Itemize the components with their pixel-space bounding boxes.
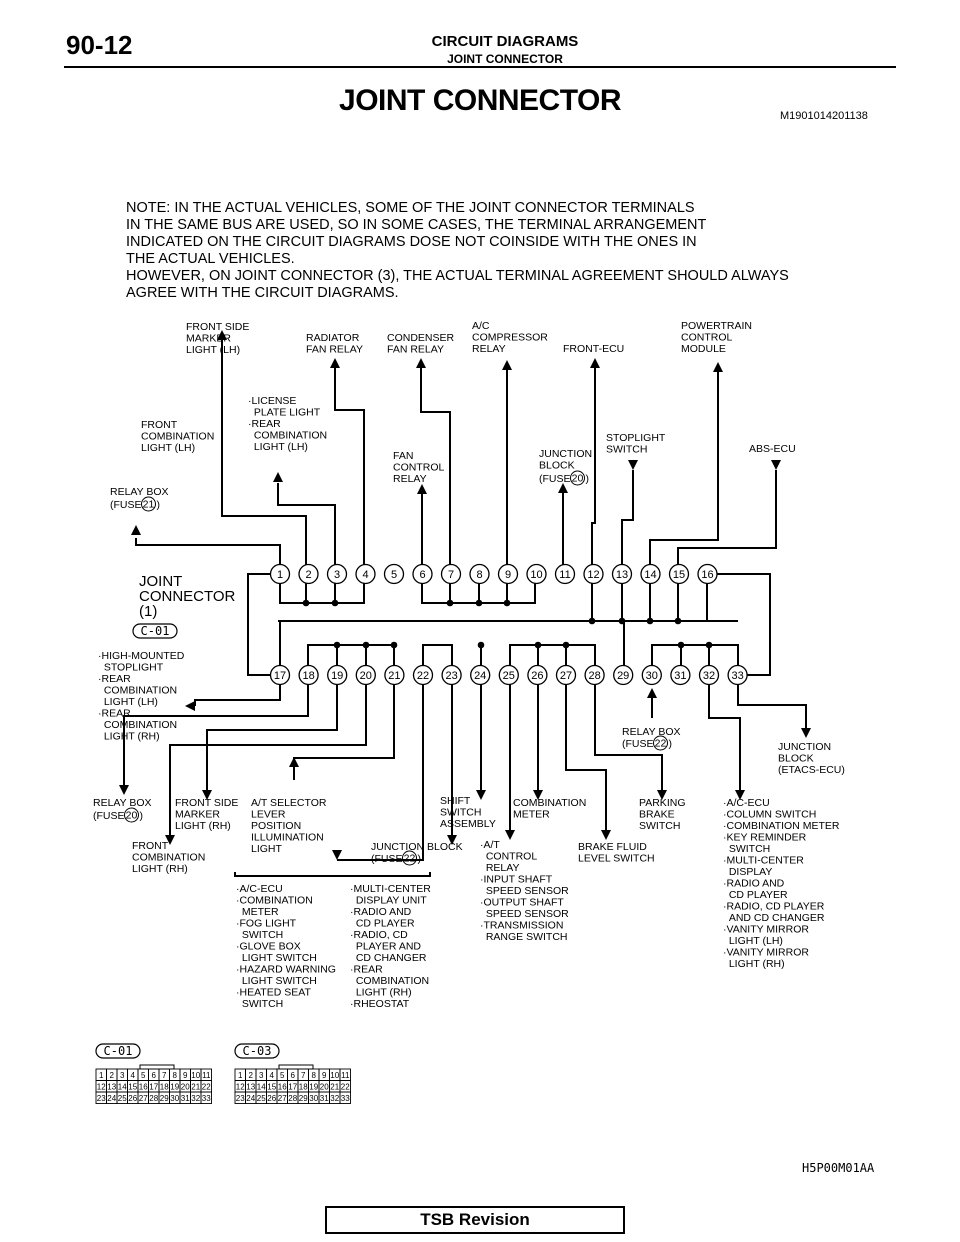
face-cell-label: 1 <box>238 1070 243 1080</box>
face-cell-label: 16 <box>138 1082 148 1092</box>
face-key <box>279 1065 313 1069</box>
wire-high-mounted <box>195 684 280 706</box>
connector-code: C-01 <box>140 624 170 638</box>
face-cell-label: 19 <box>170 1082 180 1092</box>
arrow-head <box>505 830 515 840</box>
document-code: M1901014201138 <box>780 110 868 122</box>
arrow-head <box>647 688 657 698</box>
label-license-rear-combination: ·LICENSE PLATE LIGHT ·REAR COMBINATION LIGHT (LH) <box>248 395 328 453</box>
face-cell-label: 28 <box>149 1093 159 1103</box>
bus-d <box>308 645 394 666</box>
face-cell-label: 24 <box>107 1093 117 1103</box>
arrow-head <box>502 360 512 370</box>
face-cell-label: 14 <box>256 1082 266 1092</box>
pin-label-7: 7 <box>447 569 455 581</box>
face-cell-label: 25 <box>256 1093 266 1103</box>
pin-label-20: 20 <box>359 670 372 682</box>
wire-relay-box-21 <box>136 538 280 568</box>
pin-label-1: 1 <box>276 569 284 581</box>
face-cell-label: 25 <box>117 1093 127 1103</box>
splice-dot <box>476 600 483 607</box>
arrow-head <box>131 525 141 535</box>
pin-label-27: 27 <box>559 670 573 682</box>
fuse-number: 20 <box>125 809 138 822</box>
face-cell-label: 23 <box>96 1093 106 1103</box>
face-cell-label: 24 <box>246 1093 256 1103</box>
face-cell-label: 13 <box>107 1082 117 1092</box>
face-code-1: C-01 <box>103 1044 133 1058</box>
splice-dot <box>391 642 398 649</box>
label-front-combination-rh: FRONT COMBINATION LIGHT (RH) <box>132 840 206 875</box>
splice-dot <box>334 642 341 649</box>
face-cell-label: 18 <box>159 1082 169 1092</box>
bus-e <box>423 645 452 666</box>
face-cell-label: 30 <box>309 1093 319 1103</box>
page-number: 90-12 <box>66 30 133 60</box>
label-brake-fluid: BRAKE FLUID LEVEL SWITCH <box>578 841 655 865</box>
face-cell-label: 6 <box>151 1070 156 1080</box>
splice-dot <box>504 600 511 607</box>
label-junction-block-22-fuse: (FUSE <box>371 853 403 865</box>
fuse-close: ) <box>585 473 589 485</box>
pin-label-30: 30 <box>645 670 658 682</box>
face-cell-label: 32 <box>191 1093 201 1103</box>
pin-label-29: 29 <box>617 670 630 682</box>
splice-dot <box>589 618 596 625</box>
label-front-side-marker-lh: FRONT SIDE MARKER LIGHT (LH) <box>186 321 250 356</box>
label-abs-ecu: ABS-ECU <box>749 443 796 455</box>
face-cell-label: 21 <box>191 1082 201 1092</box>
face-cell-label: 22 <box>201 1082 211 1092</box>
wire-radiator-fan-relay <box>335 368 364 568</box>
arrow-head <box>416 358 426 368</box>
wire-junction-etacs <box>738 684 806 728</box>
face-code-2: C-03 <box>242 1044 272 1058</box>
label-junction-block-20-fuse: (FUSE <box>539 473 571 485</box>
arrow-head <box>628 460 638 470</box>
arrow-head <box>273 472 283 482</box>
face-cell-label: 2 <box>109 1070 114 1080</box>
label-condenser-fan-relay: CONDENSER FAN RELAY <box>387 332 455 356</box>
fuse-close: ) <box>139 810 143 822</box>
wire-stoplight-switch <box>622 470 633 568</box>
pin-label-12: 12 <box>587 569 600 581</box>
splice-dot <box>647 618 654 625</box>
face-cell-label: 16 <box>277 1082 287 1092</box>
face-cell-label: 9 <box>322 1070 327 1080</box>
face-cell-label: 12 <box>96 1082 106 1092</box>
face-cell-label: 9 <box>183 1070 188 1080</box>
face-cell-label: 8 <box>172 1070 177 1080</box>
pin-label-16: 16 <box>701 569 714 581</box>
group-bracket <box>235 872 430 876</box>
label-front-combination-lh: FRONT COMBINATION LIGHT (LH) <box>141 419 215 454</box>
face-cell-label: 13 <box>246 1082 256 1092</box>
label-junction-block-20: JUNCTION BLOCK <box>539 448 593 472</box>
face-cell-label: 20 <box>319 1082 329 1092</box>
face-cell-label: 26 <box>128 1093 138 1103</box>
fuse-close: ) <box>417 853 421 865</box>
splice-dot <box>563 642 570 649</box>
page-title: JOINT CONNECTOR <box>339 84 621 117</box>
face-cell-label: 26 <box>267 1093 277 1103</box>
face-cell-label: 3 <box>120 1070 125 1080</box>
face-cell-label: 22 <box>340 1082 350 1092</box>
splice-dot <box>678 642 685 649</box>
splice-dot <box>447 600 454 607</box>
pin-label-10: 10 <box>530 569 543 581</box>
arrow-head <box>601 830 611 840</box>
subsection-title: JOINT CONNECTOR <box>447 52 563 66</box>
pin-label-11: 11 <box>559 569 571 581</box>
pin-label-22: 22 <box>416 670 430 682</box>
face-cell-label: 21 <box>330 1082 340 1092</box>
pin-label-6: 6 <box>419 569 426 581</box>
pin-label-19: 19 <box>331 670 344 682</box>
arrow-head <box>330 358 340 368</box>
label-relay-box-21: RELAY BOX <box>110 486 169 498</box>
pin-label-21: 21 <box>388 670 401 682</box>
label-fan-control-relay: FAN CONTROL RELAY <box>393 450 445 485</box>
arrow-head <box>476 790 486 800</box>
face-cell-label: 32 <box>330 1093 340 1103</box>
face-cell-label: 10 <box>330 1070 340 1080</box>
pin-label-28: 28 <box>588 670 601 682</box>
label-ac-compressor-relay: A/C COMPRESSOR RELAY <box>472 320 548 355</box>
connector-name: JOINT CONNECTOR (1) <box>139 573 236 620</box>
splice-dot <box>706 642 713 649</box>
label-front-ecu: FRONT-ECU <box>563 343 625 355</box>
splice-dot <box>303 600 310 607</box>
face-cell-label: 4 <box>130 1070 135 1080</box>
pin-label-25: 25 <box>502 670 515 682</box>
pin-label-23: 23 <box>445 670 458 682</box>
wire-powertrain-control-module <box>650 372 718 568</box>
label-bottom-group-right: ·MULTI-CENTER DISPLAY UNIT ·RADIO AND CD PLAYER ·RADIO, CD PLAYER AND CD CHANGER ·REAR COMBINATION LIGHT (RH) ·RHEOSTAT <box>350 883 431 1010</box>
label-relay-box-21-fuse: (FUSE <box>110 499 142 511</box>
face-cell-label: 27 <box>277 1093 287 1103</box>
label-relay-box-20: RELAY BOX <box>93 797 152 809</box>
pin-label-9: 9 <box>504 569 512 581</box>
figure-code: H5P00M01AA <box>802 1161 875 1175</box>
label-high-mounted-group: ·HIGH-MOUNTED STOPLIGHT ·REAR COMBINATION LIGHT (LH) ·REAR COMBINATION LIGHT (RH) <box>98 650 185 743</box>
face-cell-label: 3 <box>259 1070 264 1080</box>
fuse-close: ) <box>156 499 160 511</box>
face-cell-label: 33 <box>340 1093 350 1103</box>
splice-dot <box>535 642 542 649</box>
fuse-number: 20 <box>571 472 584 485</box>
wire-front-side-marker-lh <box>222 340 306 568</box>
face-cell-label: 31 <box>180 1093 190 1103</box>
face-cell-label: 2 <box>248 1070 253 1080</box>
face-cell-label: 14 <box>117 1082 127 1092</box>
pin-label-17: 17 <box>273 670 287 682</box>
splice-dot <box>332 600 339 607</box>
note-text: NOTE: IN THE ACTUAL VEHICLES, SOME OF THE JOINT CONNECTOR TERMINALS IN THE SAME BUS ARE USED, SO IN SOME CASES, THE TERMINAL ARRANGEMENT INDICATED ON THE CIRCUIT DIAGRAMS DOSE NOT COINSIDE WITH THE ONES IN THE ACTUAL VEHICLES. HOWEVER, ON JOINT CONNECTOR (3), THE ACTUAL TERMINAL AGREEMENT SHOULD ALWAYS AGREE WITH THE CIRCUIT DIAGRAMS. <box>126 200 789 301</box>
label-relay-box-22-fuse: (FUSE <box>622 738 654 750</box>
label-junction-block-etacs: JUNCTION BLOCK (ETACS-ECU) <box>778 741 845 776</box>
face-cell-label: 20 <box>180 1082 190 1092</box>
pin-label-13: 13 <box>615 569 629 581</box>
face-key <box>140 1065 174 1069</box>
label-front-side-marker-rh: FRONT SIDE MARKER LIGHT (RH) <box>175 797 239 832</box>
arrow-head <box>771 460 781 470</box>
face-cell-label: 17 <box>149 1082 159 1092</box>
fuse-number: 22 <box>654 737 667 750</box>
label-parking-brake: PARKING BRAKE SWITCH <box>639 797 686 832</box>
face-cell-label: 33 <box>201 1093 211 1103</box>
face-cell-label: 4 <box>269 1070 274 1080</box>
pin-label-33: 33 <box>731 670 744 682</box>
bus-g <box>652 645 738 666</box>
face-cell-label: 12 <box>235 1082 245 1092</box>
label-right-group: ·A/C-ECU ·COLUMN SWITCH ·COMBINATION METER ·KEY REMINDER SWITCH ·MULTI-CENTER DISPLAY ·RADIO AND CD PLAYER ·RADIO, CD PLAYER AND CD CHANGER ·VANITY MIRROR LIGHT (LH) ·VANITY MIRROR LIGHT (RH) <box>723 797 840 970</box>
wire-abs-ecu <box>678 470 776 568</box>
face-cell-label: 15 <box>128 1082 138 1092</box>
face-cell-label: 5 <box>141 1070 146 1080</box>
pin-label-24: 24 <box>474 670 487 682</box>
pin-label-3: 3 <box>333 569 341 581</box>
label-junction-block-22: JUNCTION BLOCK <box>371 841 463 853</box>
pin-label-4: 4 <box>362 569 369 581</box>
arrow-head <box>590 358 600 368</box>
splice-dot <box>675 618 682 625</box>
pin-label-5: 5 <box>390 569 398 581</box>
face-cell-label: 11 <box>202 1070 211 1080</box>
bus-f <box>510 645 595 666</box>
pin-label-8: 8 <box>476 569 483 581</box>
wire-junction-block-22 <box>337 684 423 860</box>
label-relay-box-22: RELAY BOX <box>622 726 681 738</box>
face-cell-label: 6 <box>290 1070 295 1080</box>
face-cell-label: 27 <box>138 1093 148 1103</box>
pin-label-32: 32 <box>702 670 716 682</box>
arrow-head <box>713 362 723 372</box>
splice-dot <box>363 642 370 649</box>
face-cell-label: 29 <box>298 1093 308 1103</box>
label-relay-box-20-fuse: (FUSE <box>93 810 125 822</box>
face-cell-label: 1 <box>99 1070 104 1080</box>
label-at-control-group: ·A/T CONTROL RELAY ·INPUT SHAFT SPEED SENSOR ·OUTPUT SHAFT SPEED SENSOR ·TRANSMISSION RANGE SWITCH <box>480 839 569 943</box>
label-radiator-fan-relay: RADIATOR FAN RELAY <box>306 332 363 356</box>
fuse-number: 22 <box>403 852 416 865</box>
label-shift-switch: SHIFT SWITCH ASSEMBLY <box>440 795 496 830</box>
pin-label-15: 15 <box>672 569 686 581</box>
section-title: CIRCUIT DIAGRAMS <box>431 33 579 50</box>
pin-label-26: 26 <box>531 670 544 682</box>
arrow-head <box>801 728 811 738</box>
fuse-number: 21 <box>142 498 155 511</box>
face-cell-label: 30 <box>170 1093 180 1103</box>
arrow-head <box>119 785 129 795</box>
pin-label-31: 31 <box>674 670 687 682</box>
label-combination-meter: COMBINATION METER <box>513 797 587 821</box>
face-cell-label: 7 <box>162 1070 167 1080</box>
fuse-close: ) <box>668 738 672 750</box>
face-cell-label: 10 <box>191 1070 201 1080</box>
wire-front-ecu <box>592 368 595 568</box>
arrow-head <box>185 701 195 711</box>
face-cell-label: 18 <box>298 1082 308 1092</box>
label-powertrain-control-module: POWERTRAIN CONTROL MODULE <box>681 320 752 355</box>
bus-a <box>280 583 364 603</box>
label-at-selector: A/T SELECTOR LEVER POSITION ILLUMINATION LIGHT <box>251 797 327 855</box>
face-cell-label: 29 <box>159 1093 169 1103</box>
face-cell-label: 28 <box>288 1093 298 1103</box>
pin-label-2: 2 <box>305 569 312 581</box>
label-bottom-group-left: ·A/C-ECU ·COMBINATION METER ·FOG LIGHT SWITCH ·GLOVE BOX LIGHT SWITCH ·HAZARD WARNING LIGHT SWITCH ·HEATED SEAT SWITCH <box>236 883 336 1010</box>
face-cell-label: 11 <box>341 1070 350 1080</box>
face-cell-label: 23 <box>235 1093 245 1103</box>
face-cell-label: 15 <box>267 1082 277 1092</box>
face-cell-label: 19 <box>309 1082 319 1092</box>
tsb-revision-footer: TSB Revision <box>325 1206 625 1234</box>
arrow-head <box>332 850 342 860</box>
face-cell-label: 8 <box>311 1070 316 1080</box>
face-cell-label: 31 <box>319 1093 329 1103</box>
connector-outline-left <box>248 574 280 675</box>
arrow-head <box>417 484 427 494</box>
face-cell-label: 7 <box>301 1070 306 1080</box>
face-cell-label: 5 <box>280 1070 285 1080</box>
face-cell-label: 17 <box>288 1082 298 1092</box>
label-stoplight-switch: STOPLIGHT SWITCH <box>606 432 666 456</box>
pin-label-14: 14 <box>644 569 657 581</box>
wire-right-group <box>709 684 740 790</box>
pin-label-18: 18 <box>302 670 315 682</box>
